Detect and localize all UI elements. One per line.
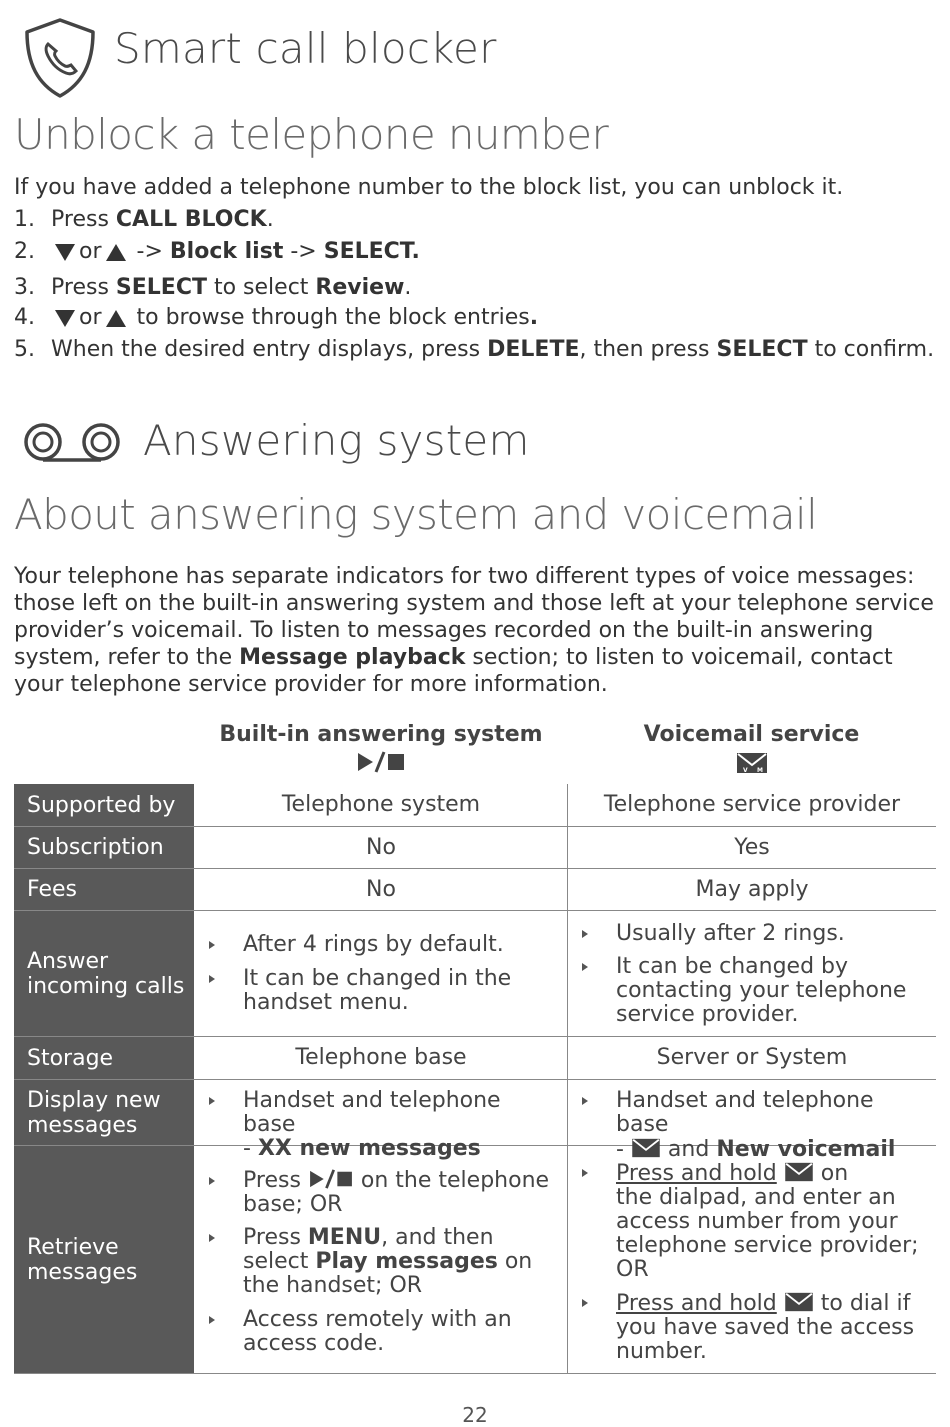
step-bold: SELECT [716,337,808,362]
cell-text: - [243,1136,258,1161]
bullet-item: Usually after 2 rings. [616,922,928,946]
table-row-fees [14,869,936,911]
cell-text: the dialpad, and enter an access number from your telephone service provider; OR [616,1185,919,1282]
svg-text:M: M [756,767,763,774]
step-number: 3. [14,275,35,300]
bullet-item [616,1291,928,1364]
row-header: Subscription [14,827,194,868]
bullet-item: After 4 rings by default. [243,933,559,957]
cell-builtin: No [366,834,396,860]
cell-text: Handset and telephone base [243,1088,501,1137]
cell-voicemail: May apply [567,869,936,910]
step-bold: DELETE [487,337,580,362]
step-text: When the desired entry displays, press [51,337,488,362]
row-header: Fees [14,869,194,910]
step-text: . [404,275,412,300]
down-arrow-icon [55,310,75,327]
play-stop-icon [308,1169,354,1189]
cell-bold: Play messages [315,1249,498,1274]
cell-text: Handset and telephone base [616,1088,874,1137]
step-text: -> [290,239,317,264]
bullet-item: It can be changed in the handset menu. [243,967,559,1015]
cell-bold: XX new messages [257,1136,481,1161]
up-arrow-icon [106,244,126,261]
section-subtitle-unblock: Unblock a telephone number [14,110,609,159]
cell-builtin: Telephone system [281,792,481,817]
column-header-builtin [195,722,567,779]
cell-voicemail: Yes [567,827,936,868]
cell-text: - [616,1137,631,1162]
step-text: to select [206,275,316,300]
cell-text: on the telephone base; OR [243,1168,550,1217]
cell-voicemail [567,1080,936,1162]
answering-system-icon [22,420,122,466]
cell-bold: MENU [307,1225,382,1250]
cell-text: on [813,1161,849,1186]
cell-text: and [660,1137,717,1162]
bullet-item: Access remotely with an access code. [243,1308,559,1356]
cell-text: on the handset; OR [243,1249,533,1298]
bullet-item [616,1161,928,1282]
step-text: to browse through the block entries [136,305,530,330]
step-2 [14,239,420,264]
paragraph-bold: Message playback [239,645,466,670]
cell-voicemail: Server or System [567,1037,936,1079]
cell-text: to dial if you have saved the access number. [616,1291,915,1364]
row-header: Display new messages [14,1080,194,1145]
column-header-label: Built-in answering system [219,722,543,747]
step-text: Press [51,275,116,300]
cell-builtin [195,1080,567,1161]
cell-builtin [195,1146,567,1373]
step-bold: SELECT [115,275,207,300]
cell-text: , and then select [243,1225,494,1274]
step-text: , then press [579,337,717,362]
down-arrow-icon [55,244,75,261]
table-row-retrieve-messages [14,1146,936,1374]
step-number: 5. [14,337,35,362]
section-subtitle-about: About answering system and voicemail [14,490,818,539]
table-row-supported-by [14,784,936,827]
bullet-item: It can be changed by contacting your telephone service provider. [616,955,928,1027]
step-bold: SELECT. [323,239,420,264]
step-text: or [79,305,102,330]
press-and-hold-link[interactable]: Press and hold [616,1291,777,1316]
cell-bold: New voicemail [716,1137,896,1162]
row-header: Retrieve messages [14,1146,194,1373]
table-row-storage [14,1037,936,1080]
step-4 [14,305,538,330]
play-stop-icon [356,751,406,773]
paragraph-text: Your telephone has separate indicators for two different types of voice messages: those left on the built-in answering system and those left at your telephone service provider’s voicemail. To listen to messages recorded on the built-in answering system, refer to the [14,564,934,670]
step-bold: Block list [169,239,284,264]
cell-text: Press [243,1168,308,1193]
column-header-voicemail [567,722,936,781]
section-title-call-blocker: Smart call blocker [114,24,497,73]
table-row-display-messages [14,1080,936,1162]
cell-voicemail [567,911,936,1036]
up-arrow-icon [106,310,126,327]
step-bold: Review [315,275,405,300]
unblock-intro: If you have added a telephone number to the block list, you can unblock it. [14,175,844,200]
step-number: 4. [14,305,35,330]
voicemail-icon [736,751,768,775]
about-paragraph [14,563,934,698]
step-text: Press [51,207,116,232]
voicemail-icon [784,1291,814,1313]
step-text: -> [136,239,163,264]
bullet-item [243,1169,559,1217]
step-number: 2. [14,239,35,264]
paragraph-text: section; to listen to voicemail, contact your telephone service provider for more information. [14,645,893,697]
press-and-hold-link[interactable]: Press and hold [616,1161,777,1186]
voicemail-icon [784,1161,814,1183]
step-5 [14,337,934,362]
table-row-answer-calls [14,911,936,1037]
cell-builtin [195,911,567,1036]
shield-phone-icon [20,16,100,100]
table-row-subscription [14,827,936,869]
step-1 [14,207,274,232]
cell-builtin: Telephone base [295,1045,467,1070]
cell-text: Press [243,1225,308,1250]
step-number: 1. [14,207,35,232]
bullet-item [243,1226,559,1298]
cell-voicemail: Telephone service provider [567,784,936,826]
step-text: . [266,207,274,232]
row-header: Supported by [14,784,194,826]
page-number: 22 [462,1403,488,1427]
step-text: to confirm. [807,337,935,362]
row-header: Storage [14,1037,194,1079]
step-bold: CALL BLOCK [115,207,267,232]
column-header-label: Voicemail service [643,722,860,747]
step-bold: . [529,305,539,330]
step-text: or [79,239,102,264]
row-header: Answer incoming calls [14,911,194,1036]
cell-builtin: No [366,876,396,902]
section-title-answering-system: Answering system [143,416,530,465]
cell-voicemail [567,1146,936,1373]
step-3 [14,275,411,300]
svg-text:V: V [742,767,748,774]
